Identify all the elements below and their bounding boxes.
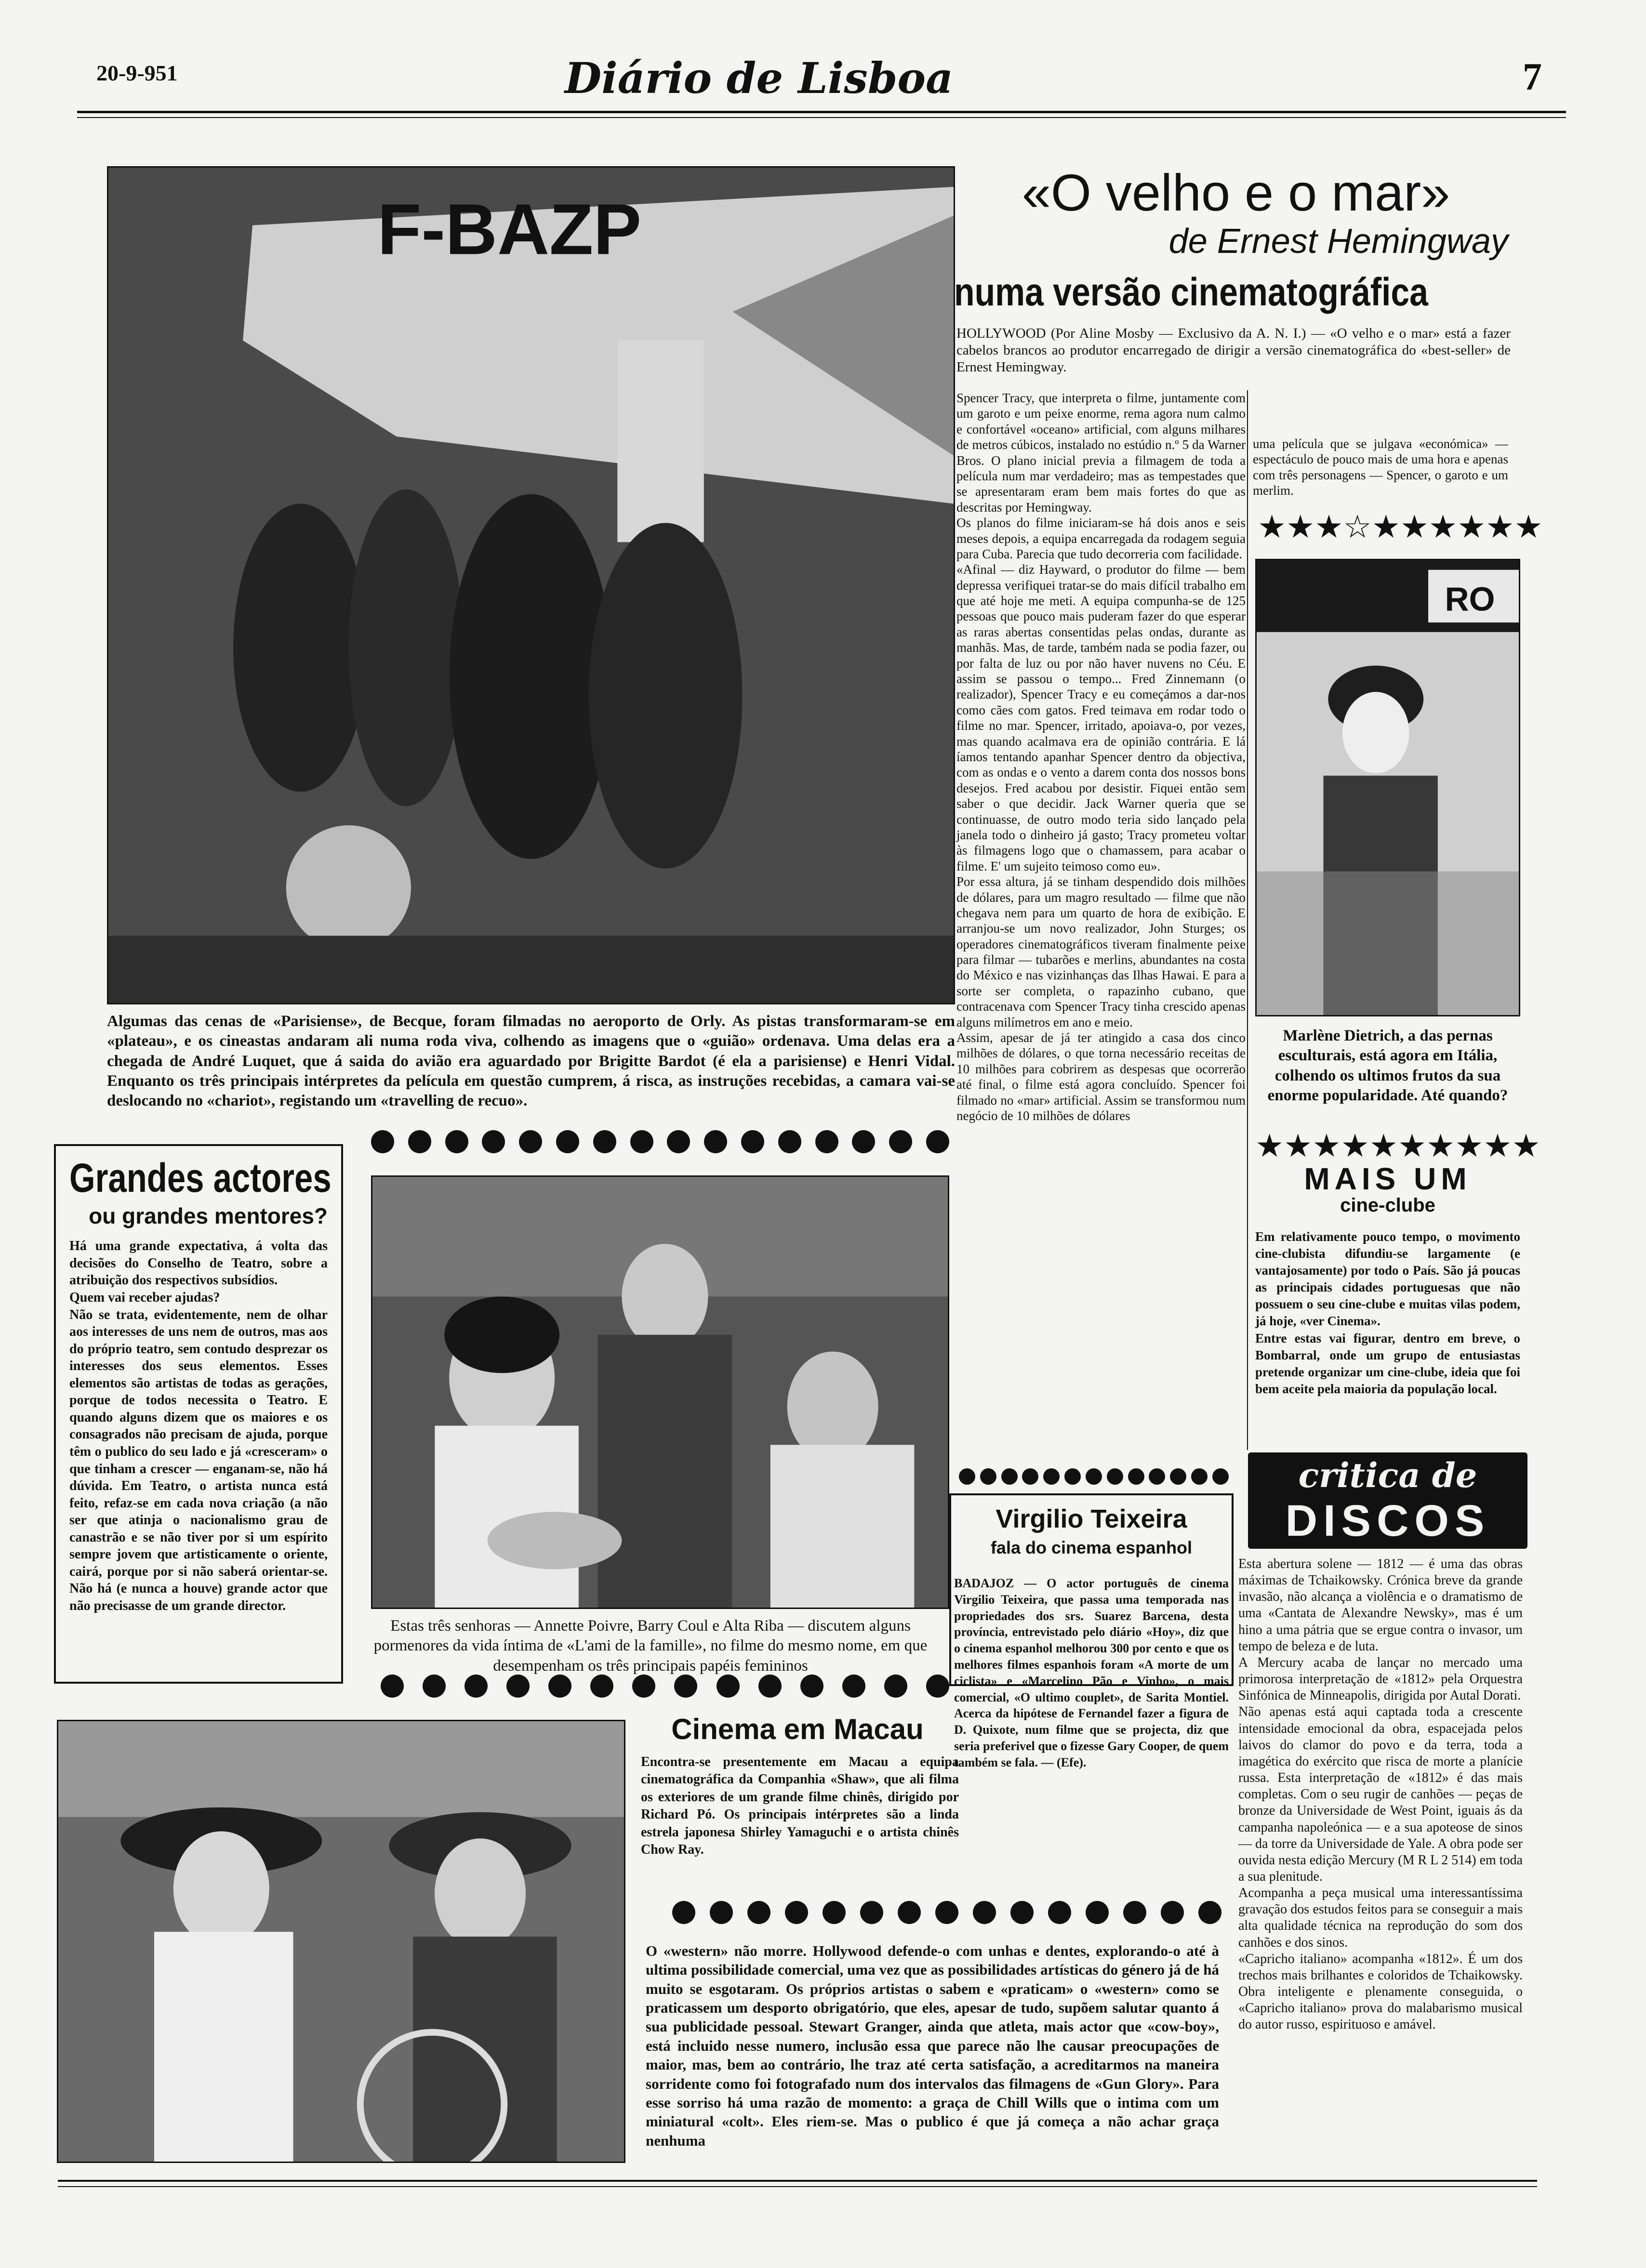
main-article-column-1: Spencer Tracy, que interpreta o filme, juntamente com um garoto e um peixe enorme, rema agora num calmo e confortável «oceano» artificial, com alguns milhares de metros cúbicos, instalado no estúdio n.º 5 da Warner Bros. O plano inicial previa a filmagem de toda a película num mar verdadeiro; mas as tempestades que se apresentaram eram bem mais fortes do que as descritas por Hemingway. Os planos do filme iniciaram-se há dois anos e seis meses depois, a equipa encarregada da rodagem seguia para Cuba. Parecia que tudo decorreria com facilidade. «Afinal — diz Hayward, o produtor do filme — bem depressa verifiquei tratar-se do mais difícil trabalho em que até hoje me meti. A equipa compunha-se de 125 pessoas que pouco mais puderam fazer do que esperar as raras abertas consentidas pelas ondas, durante as manhãs. Mas, de tarde, também nada se podia fazer, ou por falta de luz ou por não haver nuvens no Céu. E assim se passou o tempo... Fred Zinnemann (o realizador), Spencer Tracy e eu começámos a dar-nos como cães com gatos. Fred teimava em rodar todo o filme no mar. Spencer, irritado, apoiava-o, por vezes, mas quando acalmava era de opinião contrária. E lá íamos tentando apanhar Spencer dentro da objectiva, com as ondas e o vento a darem conta dos nossos bons desejos. Fred acabou por desistir. Fiquei então sem saber o que decidir. Jack Warner queria que se continuasse, de outro modo teria sido lançado pela janela todo o dinheiro já gasto; Tracy prometeu voltar às filmagens logo que o chamassem, para acabar o filme. E' um sujeito teimoso como eu». Por essa altura, já se tinham despendido dois milhões de dólares, para um magro resultado — filme que não chegava nem para um quarto de hora de exibição. E arranjou-se um novo realizador, John Sturges; os operadores cinematográficos tiveram finalmente peixe para filmar — tubarões e merlins, abundantes na costa do México e nas vizinhanças das Ilhas Hawai. E para a sorte ser completa, o rapazinho cubano, que contracenava com Spencer Tracy tinha crescido apenas alguns milímetros em ano e meio. Assim, apesar de já ter atingido a casa dos cinco milhões de dólares, o que torna necessário receitas de 10 milhões para cobrirem as despesas que ocorrerão até final, o filme está agora concluído. Spencer foi filmado no «mar» artificial. Assim se transformou num negócio de 10 milhões de dólares xyxy=(956,391,1246,1123)
photo-orly-airport xyxy=(107,166,955,1004)
critica-de-discos-header xyxy=(1248,1452,1527,1549)
star-divider: ★ ★ ★ ☆ ★ ★ ★ ★ ★ ★ xyxy=(1258,510,1543,545)
divider-dots-3 xyxy=(672,1898,1221,1927)
bottom-rule xyxy=(58,2180,1537,2182)
cinema-macau-body: Encontra-se presentemente em Macau a equipa cinematográfica da Companhia «Shaw», que ali filma os exteriores de um grande filme chinês, dirigido por Richard Pó. Os principais intérpretes são a linda estrela japonesa Shirley Yamaguchi e o artista chinês Chow Ray. xyxy=(641,1754,959,1857)
virgilio-body: BADAJOZ — O actor português de cinema Virgilio Teixeira, que passa uma temporada nas propriedades dos srs. Suarez Barcena, desta província, entrevistado pelo diário «Hoy», diz que o cinema espanhol melhorou 300 por cento e que os melhores filmes espanhois foram «A morte de um ciclista» e «Marcelino Pão e Vinho», o mais comercial, «O ultimo couplet», de Sarita Montiel. Acerca da hipótese de Fernandel fazer a figura de D. Quixote, num filme que se projecta, diz que seria preferivel que o fizesse Gary Cooper, de quem também se fala. — (Efe). xyxy=(954,1576,1229,1769)
sign-letters: RO xyxy=(1445,580,1495,618)
photo-marlene-dietrich xyxy=(1255,559,1520,1016)
grandes-actores-body: Há uma grande expectativa, á volta das decisões do Conselho de Teatro, sobre a atribuição dos respectivos subsídios. Quem vai receber ajudas? Não se trata, evidentemente, nem de olhar aos interesses de uns nem de outros, mas aos do próprio teatro, sem contudo desprezar os interesses dos seus elementos. Esses elementos são artistas de todas as gerações, porque de todos necessita o Teatro. E quando alguns dizem que os maiores e os consagrados não precisam de ajuda, porque têm o publico do seu lado e já «cresceram» o que tinham a crescer — enganam-se, não há dúvida. Em Teatro, o artista nunca está feito, refaz-se em cada nova criação (a não ser que atinja o nacionalismo grau de canastrão e se não tiver por si um espírito sempre jovem que artisticamente o oriente, cairá, porque por si não saberá orientar-se. Não há (e nunca a houve) grande actor que não precisasse de um grande director. xyxy=(69,1239,328,1613)
critica-title-top: critica de xyxy=(1298,1455,1477,1495)
mais-um-body: Em relativamente pouco tempo, o movimento cine-clubista difundiu-se largamente (e vantajosamente) por todo o País. São já poucas as principais cidades portuguesas que não possuem o seu cine-clube e muitas vilas podem, já hoje, «ver Cinema». Entre estas vai figurar, dentro em breve, o Bombarral, onde um grupo de entusiastas pretende organizar um cine-clube, ideia que foi bem aceite pela maioria da população local. xyxy=(1255,1229,1520,1396)
star-divider-2: ★ ★ ★ ★ ★ ★ ★ ★ ★ ★ xyxy=(1255,1129,1540,1164)
grandes-actores-title: Grandes actores xyxy=(69,1155,332,1200)
mais-um-subtitle: cine-clube xyxy=(1340,1195,1435,1216)
main-article-subtitle: numa versão cinematográfica xyxy=(954,270,1428,314)
column-rule xyxy=(1247,390,1248,1450)
critica-title-bottom: DISCOS xyxy=(1285,1496,1490,1545)
virgilio-subtitle: fala do cinema espanhol xyxy=(990,1538,1193,1557)
main-article-lead: HOLLYWOOD (Por Aline Mosby — Exclusivo da A. N. I.) — «O velho e o mar» está a fazer cabelos brancos ao produtor encarregado de dirigir a versão cinematográfica do «best-seller» de Ernest Hemingway. xyxy=(956,326,1511,375)
main-article-title: «O velho e o mar» xyxy=(1022,163,1450,222)
photo-ami-de-la-famille xyxy=(371,1175,949,1609)
aircraft-registration: F-BAZP xyxy=(377,189,642,270)
main-article-byline: de Ernest Hemingway xyxy=(1168,222,1508,261)
mais-um-title: MAIS UM xyxy=(1304,1161,1472,1196)
western-article-body: O «western» não morre. Hollywood defende-o com unhas e dentes, explorando-o até à ultima possibilidade comercial, uma vez que as possibilidades artísticas do género já de há muito se esgotaram. Os próprios artistas o sabem e «praticam» o «western» como se praticassem um desporto obrigatório, que eles, apesar de tudo, supõem salutar quanto á sua publicidade pessoal. Stewart Granger, ainda que atleta, mais actor que «cow-boy», está incluido nesse numero, inclusão essa que parece não lhe causar preocupações de maior, mas, bem ao contrário, lhe traz até certa satisfação, a acreditarmos na maneira sorridente como foi fotografado num dos intervalos das filmagens de «Gun Glory». Para esse sorriso há uma razão de momento: a graça de Chill Wills que o intima com um miniatural «colt». Eles riem-se. Mas o publico é que já começa a não achar graça nenhuma xyxy=(646,1942,1219,2149)
photo-western xyxy=(57,1720,625,2163)
masthead-title: Diário de Lisboa xyxy=(564,53,954,103)
virgilio-title: Virgilio Teixeira xyxy=(996,1504,1187,1533)
main-article-column-2: uma película que se julgava «económica» — espectáculo de pouco mais de uma hora e apenas com três personagens — Spencer, o garoto e um merlim. xyxy=(1253,436,1508,498)
grandes-actores-subtitle: ou grandes mentores? xyxy=(89,1203,328,1229)
issue-date: 20-9-951 xyxy=(96,61,178,85)
photo-ami-caption: Estas três senhoras — Annette Poivre, Barry Coul e Alta Riba — discutem alguns pormenores da vida íntima de «L'ami de la famille», no filme do mesmo nome, em que desempenham os três principais papéis femininos xyxy=(373,1617,928,1675)
divider-dots-2 xyxy=(381,1672,949,1701)
masthead-rule xyxy=(77,111,1566,113)
divider-dots-4 xyxy=(959,1467,1229,1486)
cinema-macau-title: Cinema em Macau xyxy=(671,1713,924,1745)
masthead-rule-thin xyxy=(77,117,1566,118)
critica-body: Esta abertura solene — 1812 — é uma das obras máximas de Tchaikowsky. Crónica breve da grande invasão, não alcança a violência e o dramatismo de uma «Cantata de Alexandre Newsky», mas é um hino a uma pátria que se ergue contra o invasor, um tempo de beleza e de luta. A Mercury acaba de lançar no mercado uma primorosa interpretação de «1812» pela Orquestra Sinfónica de Minneapolis, dirigida por Autal Dorati. Não apenas está aqui captada toda a crescente intensidade emocional da obra, espacejada pelos laivos do clamor do povo e da terra, toda a imagética do exército que risca de morte a planície russa. Esta interpretação de «1812» é das mais completas. Com o seu rugir de canhões — peças de bronze da Universidade de West Point, iguais ás da campanha napoleónica — e a sua apoteose de sinos — da torre da Universidade de Yale. A obra pode ser ouvida nesta edição Mercury (M R L 2 514) em toda a sua plenitude. Acompanha a peça musical uma interessantíssima gravação dos estudos feitos para se conseguir a mais alta qualidade técnica na reprodução do som dos canhões e dos sinos. «Capricho italiano» acompanha «1812». É um dos trechos mais brilhantes e coloridos de Tchaikowsky. Obra inteligente e plenamente conseguida, o «Capricho italiano» prova do malabarismo musical do autor russo, espirituoso e amável. xyxy=(1238,1556,1523,2032)
photo-dietrich-caption: Marlène Dietrich, a das pernas esculturais, está agora em Itália, colhendo os ultimos frutos da sua enorme popularidade. Até quando? xyxy=(1267,1027,1508,1104)
photo-orly-caption: Algumas das cenas de «Parisiense», de Becque, foram filmadas no aeroporto de Orly. As pistas transformaram-se em «plateau», e os cineastas andaram ali numa roda viva, colhendo as imagens que o «guião» ordenava. Uma delas era a chegada de André Luquet, que á saida do avião era aguardado por Brigitte Bardot (é ela a parisiense) e Henri Vidal. Enquanto os três principais intérpretes da película em questão cumprem, á risca, as instruções recebidas, a camara vai-se deslocando no «chariot», registando um «travelling de recuo». xyxy=(107,1013,955,1109)
grandes-actores-box xyxy=(54,1144,343,1684)
page-number: 7 xyxy=(1523,56,1542,98)
bottom-rule-thin xyxy=(58,2186,1537,2187)
divider-dots xyxy=(371,1127,949,1156)
